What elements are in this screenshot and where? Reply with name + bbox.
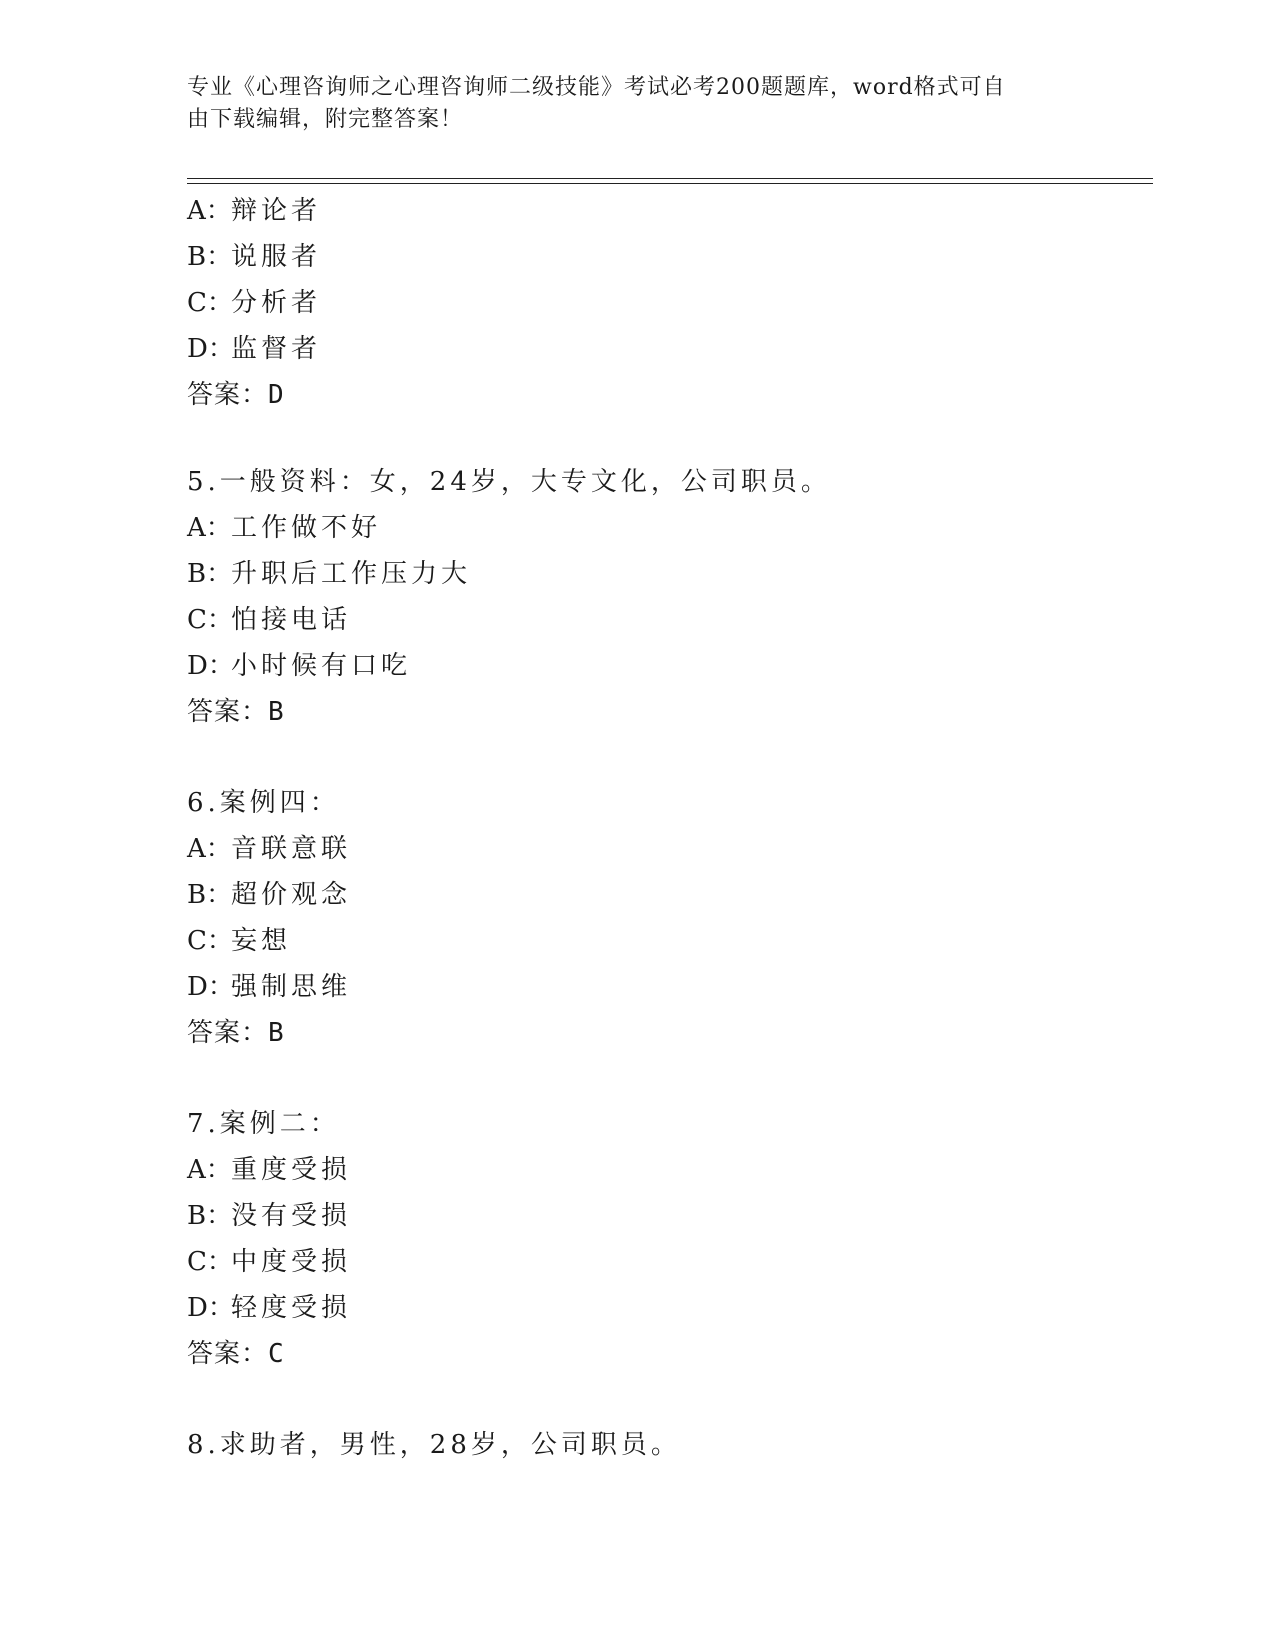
question-7 — [187, 1101, 1147, 1377]
option-b: B：没有受损 — [187, 1201, 352, 1231]
option-d: D：小时候有口吃 — [187, 651, 412, 681]
option-b: B：升职后工作压力大 — [187, 559, 472, 589]
question-5 — [187, 459, 1147, 735]
question-stem: 6.案例四： — [187, 788, 340, 818]
option-c: C：怕接电话 — [187, 605, 352, 635]
header-divider-top — [187, 178, 1153, 179]
option-d: D：轻度受损 — [187, 1293, 352, 1323]
header-divider-bottom — [187, 183, 1153, 184]
header-line-2: 由下载编辑，附完整答案！ — [187, 107, 464, 132]
document-header — [187, 72, 1087, 136]
header-line-1: 专业《心理咨询师之心理咨询师二级技能》考试必考200题题库，word格式可自 — [187, 75, 1006, 100]
answer-line: 答案：B — [187, 697, 285, 727]
option-d: D：监督者 — [187, 334, 322, 364]
option-b: B：超价观念 — [187, 880, 352, 910]
option-c: C：妄想 — [187, 926, 292, 956]
answer-line: 答案：B — [187, 1018, 285, 1048]
option-c: C：中度受损 — [187, 1247, 352, 1277]
option-a: A：音联意联 — [187, 834, 352, 864]
option-c: C：分析者 — [187, 288, 322, 318]
question-stem: 7.案例二： — [187, 1109, 340, 1139]
option-b: B：说服者 — [187, 242, 322, 272]
answer-line: 答案：D — [187, 380, 285, 410]
option-a: A：工作做不好 — [187, 513, 382, 543]
answer-line: 答案：C — [187, 1339, 285, 1369]
question-6 — [187, 780, 1147, 1056]
question-stem: 5.一般资料：女，24岁，大专文化，公司职员。 — [187, 467, 831, 497]
question-stem: 8.求助者，男性，28岁，公司职员。 — [187, 1430, 681, 1460]
option-a: A：重度受损 — [187, 1155, 352, 1185]
option-d: D：强制思维 — [187, 972, 352, 1002]
question-8 — [187, 1422, 1147, 1468]
option-a: A：辩论者 — [187, 196, 322, 226]
question-4 — [187, 188, 1147, 418]
